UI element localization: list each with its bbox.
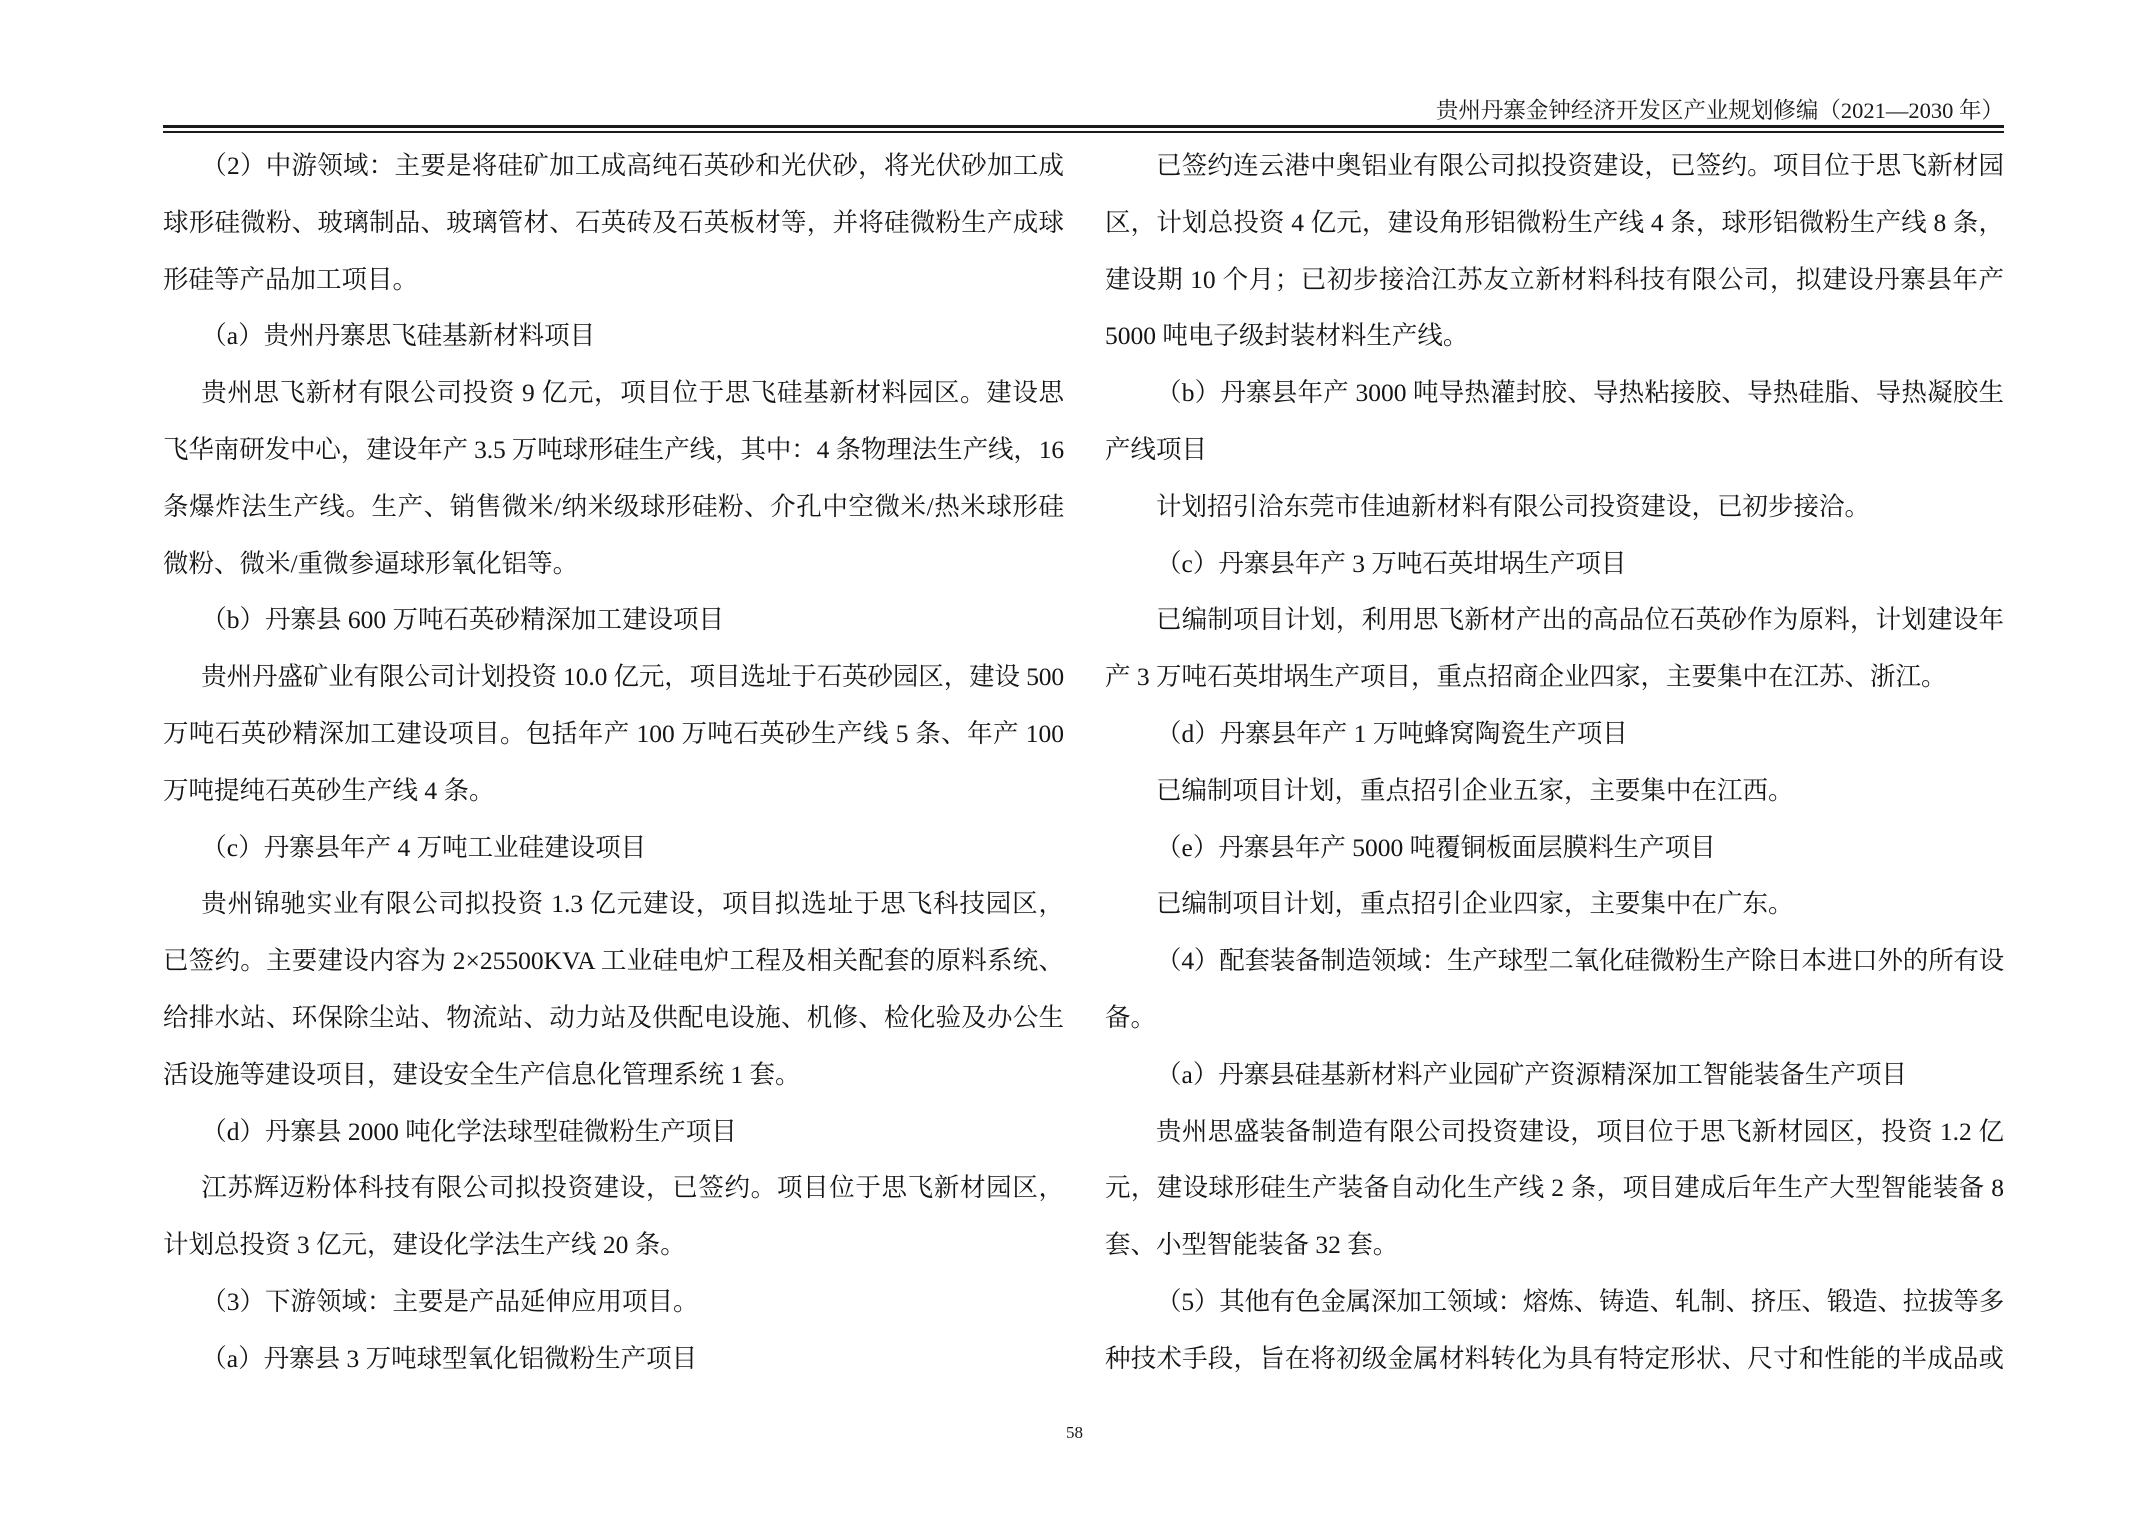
text-line-content: 套、小型智能装备 32 套。 xyxy=(1105,1230,1399,1260)
paragraph xyxy=(163,1160,1064,1274)
text-line-content: （5）其他有色金属深加工领域：熔炼、铸造、轧制、挤压、锻造、拉拔等多 xyxy=(1156,1286,2004,1316)
paragraph xyxy=(1105,820,2004,877)
text-line xyxy=(1105,1217,2004,1274)
text-line xyxy=(163,195,1064,252)
paragraph xyxy=(163,138,1064,308)
text-line-content: 计划总投资 3 亿元，建设化学法生产线 20 条。 xyxy=(163,1230,686,1260)
text-line-content: 贵州锦驰实业有限公司拟投资 1.3 亿元建设，项目拟选址于思飞科技园区， xyxy=(201,889,1064,919)
text-line xyxy=(1105,308,2004,365)
paragraph xyxy=(1105,763,2004,820)
paragraph xyxy=(1105,876,2004,933)
text-line xyxy=(163,252,1064,309)
text-line xyxy=(163,763,1064,820)
paragraph xyxy=(163,1274,1064,1331)
text-line xyxy=(1105,990,2004,1047)
text-line-content: （b）丹寨县年产 3000 吨导热灌封胶、导热粘接胶、导热硅脂、导热凝胶生 xyxy=(1156,378,2004,408)
text-line-content: （c）丹寨县年产 3 万吨石英坩埚生产项目 xyxy=(1156,548,1627,578)
text-line xyxy=(1105,365,2004,422)
text-line xyxy=(1105,876,2004,933)
text-line-content: 贵州思飞新材有限公司投资 9 亿元，项目位于思飞硅基新材料园区。建设思 xyxy=(201,378,1064,408)
text-line xyxy=(163,706,1064,763)
right-column xyxy=(1105,138,2004,1388)
text-line-content: 贵州丹盛矿业有限公司计划投资 10.0 亿元，项目选址于石英砂园区，建设 500 xyxy=(201,662,1064,692)
text-line-content: 备。 xyxy=(1105,1002,1157,1032)
text-line xyxy=(1105,706,2004,763)
text-line xyxy=(1105,763,2004,820)
header-rule-thin xyxy=(163,131,2004,133)
text-line-content: （a）丹寨县硅基新材料产业园矿产资源精深加工智能装备生产项目 xyxy=(1156,1059,1907,1089)
paragraph xyxy=(163,592,1064,649)
text-line-content: （a）丹寨县 3 万吨球型氧化铝微粉生产项目 xyxy=(201,1343,698,1373)
text-line-content: 已编制项目计划，重点招引企业四家，主要集中在广东。 xyxy=(1156,889,1794,919)
text-line-content: （2）中游领域：主要是将硅矿加工成高纯石英砂和光伏砂，将光伏砂加工成 xyxy=(201,151,1064,180)
paragraph xyxy=(1105,536,2004,593)
text-line xyxy=(163,1217,1064,1274)
text-line-content: 微粉、微米/重微参逼球形氧化铝等。 xyxy=(163,548,579,578)
text-line xyxy=(163,820,1064,877)
text-line-content: 万吨提纯石英砂生产线 4 条。 xyxy=(163,775,495,805)
text-line-content: 万吨石英砂精深加工建设项目。包括年产 100 万吨石英砂生产线 5 条、年产 100 xyxy=(163,718,1064,748)
text-line-content: 5000 吨电子级封装材料生产线。 xyxy=(1105,321,1469,351)
text-line xyxy=(1105,1274,2004,1331)
text-line xyxy=(1105,1331,2004,1388)
text-line xyxy=(163,138,1064,195)
text-line-content: 已编制项目计划，利用思飞新材产出的高品位石英砂作为原料，计划建设年 xyxy=(1156,605,2004,635)
text-line-content: 区，计划总投资 4 亿元，建设角形铝微粉生产线 4 条，球形铝微粉生产线 8 条， xyxy=(1105,207,2004,237)
text-line xyxy=(163,422,1064,479)
text-line-content: 种技术手段，旨在将初级金属材料转化为具有特定形状、尺寸和性能的半成品或 xyxy=(1105,1343,2004,1373)
paragraph xyxy=(163,876,1064,1103)
text-line xyxy=(1105,252,2004,309)
text-line-content: 建设期 10 个月；已初步接洽江苏友立新材料科技有限公司，拟建设丹寨县年产 xyxy=(1105,264,2004,294)
paragraph xyxy=(163,1331,1064,1388)
paragraph xyxy=(1105,138,2004,365)
text-line-content: （d）丹寨县年产 1 万吨蜂窝陶瓷生产项目 xyxy=(1156,718,1628,748)
text-line-content: （b）丹寨县 600 万吨石英砂精深加工建设项目 xyxy=(201,605,725,635)
paragraph xyxy=(163,649,1064,819)
paragraph xyxy=(1105,1104,2004,1274)
text-line-content: 计划招引洽东莞市佳迪新材料有限公司投资建设，已初步接洽。 xyxy=(1156,491,1871,521)
text-line-content: 活设施等建设项目，建设安全生产信息化管理系统 1 套。 xyxy=(163,1059,801,1089)
paragraph xyxy=(1105,933,2004,1047)
text-line-content: 江苏辉迈粉体科技有限公司拟投资建设，已签约。项目位于思飞新材园区， xyxy=(201,1173,1064,1203)
text-line xyxy=(1105,195,2004,252)
paragraph xyxy=(163,820,1064,877)
text-line xyxy=(1105,138,2004,195)
text-line xyxy=(163,479,1064,536)
text-line xyxy=(163,365,1064,422)
paragraph xyxy=(1105,1047,2004,1104)
text-line-content: 已编制项目计划，重点招引企业五家，主要集中在江西。 xyxy=(1156,775,1794,805)
text-line xyxy=(163,536,1064,593)
text-line xyxy=(1105,649,2004,706)
text-line xyxy=(163,1104,1064,1161)
text-line xyxy=(1105,422,2004,479)
text-line-content: （c）丹寨县年产 4 万吨工业硅建设项目 xyxy=(201,832,647,862)
text-line-content: 已签约连云港中奥铝业有限公司拟投资建设，已签约。项目位于思飞新材园 xyxy=(1156,151,2004,180)
text-line-content: 元，建设球形硅生产装备自动化生产线 2 条，项目建成后年生产大型智能装备 8 xyxy=(1105,1173,2004,1203)
text-line-content: 飞华南研发中心，建设年产 3.5 万吨球形硅生产线，其中：4 条物理法生产线，16 xyxy=(163,434,1064,464)
text-line xyxy=(163,1331,1064,1388)
text-line xyxy=(163,308,1064,365)
text-line xyxy=(1105,536,2004,593)
paragraph xyxy=(1105,706,2004,763)
text-line-content: （d）丹寨县 2000 吨化学法球型硅微粉生产项目 xyxy=(201,1116,737,1146)
text-line xyxy=(1105,933,2004,990)
text-line xyxy=(163,649,1064,706)
text-line xyxy=(163,990,1064,1047)
text-line-content: 已签约。主要建设内容为 2×25500KVA 工业硅电炉工程及相关配套的原料系统、 xyxy=(163,946,1064,976)
text-line-content: 贵州思盛装备制造有限公司投资建设，项目位于思飞新材园区，投资 1.2 亿 xyxy=(1156,1116,2004,1146)
text-line xyxy=(163,1047,1064,1104)
text-line-content: （e）丹寨县年产 5000 吨覆铜板面层膜料生产项目 xyxy=(1156,832,1716,862)
paragraph xyxy=(1105,1274,2004,1388)
text-line xyxy=(1105,820,2004,877)
text-line-content: （4）配套装备制造领域：生产球型二氧化硅微粉生产除日本进口外的所有设 xyxy=(1156,946,2004,976)
text-line-content: （3）下游领域：主要是产品延伸应用项目。 xyxy=(201,1286,699,1316)
text-line xyxy=(1105,1047,2004,1104)
text-line-content: 条爆炸法生产线。生产、销售微米/纳米级球形硅粉、介孔中空微米/热米球形硅 xyxy=(163,491,1064,521)
left-column xyxy=(163,138,1064,1388)
header-rule-thick xyxy=(163,125,2004,128)
text-line-content: 形硅等产品加工项目。 xyxy=(163,264,419,294)
paragraph xyxy=(163,308,1064,365)
text-line xyxy=(163,592,1064,649)
text-line xyxy=(1105,592,2004,649)
text-line-content: （a）贵州丹寨思飞硅基新材料项目 xyxy=(201,321,596,351)
text-line xyxy=(163,876,1064,933)
paragraph xyxy=(163,1104,1064,1161)
text-line xyxy=(163,1160,1064,1217)
text-line xyxy=(1105,1160,2004,1217)
page-number: 58 xyxy=(1066,1423,1083,1442)
text-line xyxy=(1105,1104,2004,1161)
paragraph xyxy=(1105,592,2004,706)
text-line-content: 球形硅微粉、玻璃制品、玻璃管材、石英砖及石英板材等，并将硅微粉生产成球 xyxy=(163,207,1064,237)
paragraph xyxy=(1105,479,2004,536)
text-line-content: 给排水站、环保除尘站、物流站、动力站及供配电设施、机修、检化验及办公生 xyxy=(163,1002,1064,1032)
paragraph xyxy=(1105,365,2004,479)
text-line xyxy=(163,1274,1064,1331)
paragraph xyxy=(163,365,1064,592)
text-line xyxy=(1105,479,2004,536)
text-line-content: 产 3 万吨石英坩埚生产项目，重点招商企业四家，主要集中在江苏、浙江。 xyxy=(1105,662,1947,692)
text-line-content: 产线项目 xyxy=(1105,434,1208,464)
running-header: 贵州丹寨金钟经济开发区产业规划修编（2021—2030 年） xyxy=(1435,98,2004,123)
text-line xyxy=(163,933,1064,990)
